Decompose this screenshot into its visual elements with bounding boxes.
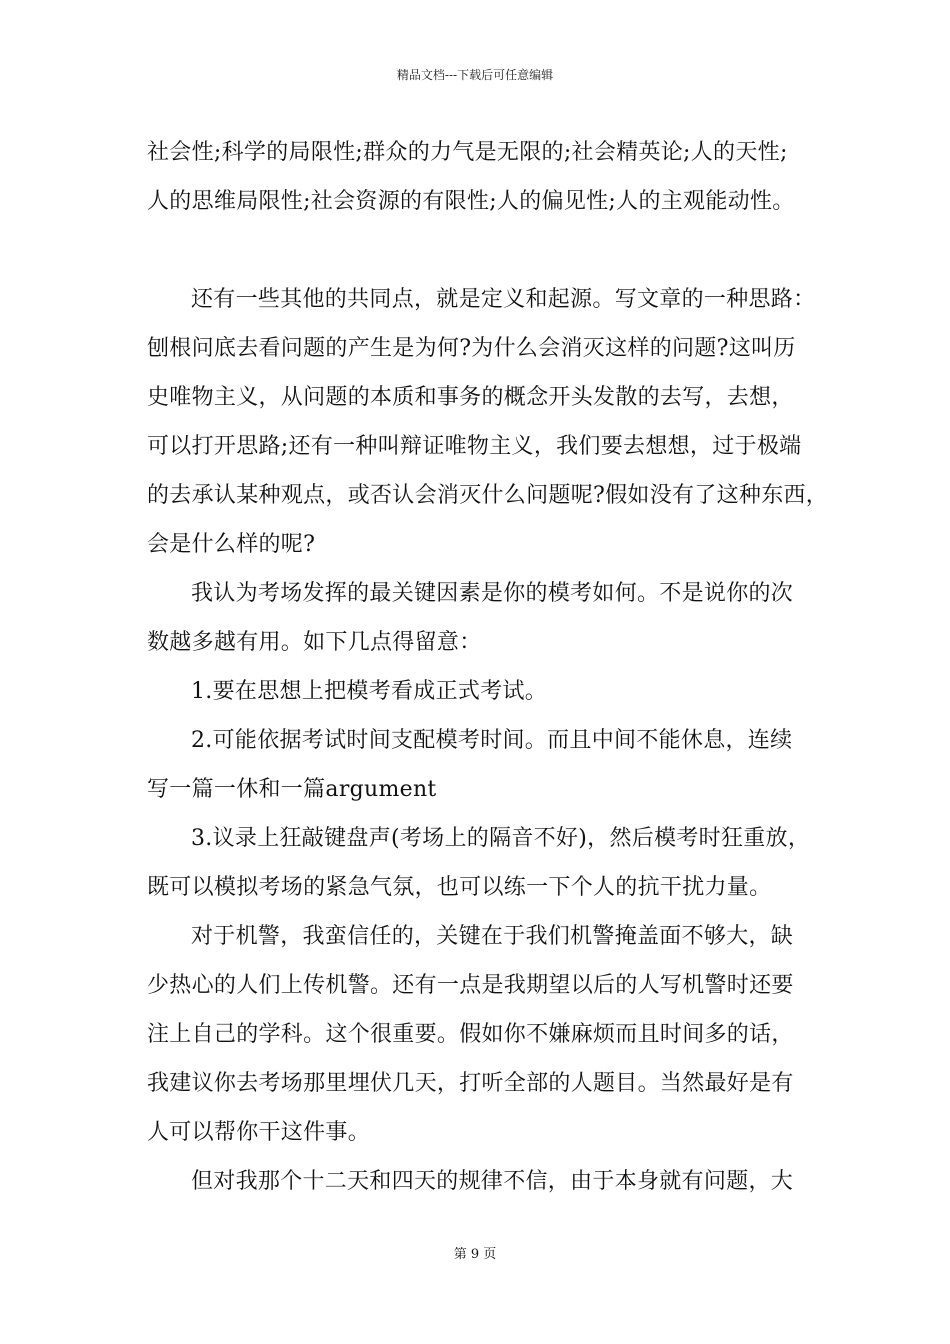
text-line: 既可以模拟考场的紧急气氛，也可以练一下个人的抗干扰力量。 — [147, 875, 772, 900]
text-line: 还有一些其他的共同点，就是定义和起源。写文章的一种思路： — [191, 287, 816, 312]
text-line: 会是什么样的呢? — [147, 532, 316, 557]
list-item: 1.要在思想上把模考看成正式考试。 — [191, 679, 548, 704]
text-line: 可以打开思路;还有一种叫辩证唯物主义，我们要去想想，过于极端 — [147, 434, 802, 459]
text-line: 的去承认某种观点，或否认会消灭什么问题呢?假如没有了这种东西， — [147, 483, 829, 508]
text-line: 刨根问底去看问题的产生是为何?为什么会消灭这样的问题?这叫历 — [147, 336, 796, 361]
text-line: 人可以帮你干这件事。 — [147, 1120, 371, 1145]
text-line: 写一篇一休和一篇argument — [147, 777, 437, 802]
paragraph-gap — [147, 226, 827, 275]
text-line: 数越多越有用。如下几点得留意： — [147, 630, 482, 655]
text-line: 对于机警，我蛮信任的，关键在于我们机警掩盖面不够大，缺 — [191, 924, 794, 949]
list-item: 2.可能依据考试时间支配模考时间。而且中间不能休息，连续 — [191, 728, 793, 753]
list-item: 3.议录上狂敲键盘声(考场上的隔音不好)，然后模考时狂重放， — [191, 826, 811, 851]
text-line: 社会性;科学的局限性;群众的力气是无限的;社会精英论;人的天性; — [147, 140, 788, 165]
text-line: 少热心的人们上传机警。还有一点是我期望以后的人写机警时还要 — [147, 973, 794, 998]
text-line: 但对我那个十二天和四天的规律不信，由于本身就有问题，大 — [191, 1169, 794, 1194]
text-line: 我建议你去考场那里埋伏几天，打听全部的人题目。当然最好是有 — [147, 1071, 794, 1096]
page-number: 第 9 页 — [453, 1247, 497, 1262]
text-line: 我认为考场发挥的最关键因素是你的模考如何。不是说你的次 — [191, 581, 794, 606]
text-line: 人的思维局限性;社会资源的有限性;人的偏见性;人的主观能动性。 — [147, 189, 795, 214]
text-line: 史唯物主义，从问题的本质和事务的概念开头发散的去写，去想， — [147, 385, 794, 410]
page-header: 精品文档---下载后可任意编辑 — [396, 68, 554, 82]
document-body — [147, 128, 827, 1206]
text-line: 注上自己的学科。这个很重要。假如你不嫌麻烦而且时间多的话， — [147, 1022, 794, 1047]
